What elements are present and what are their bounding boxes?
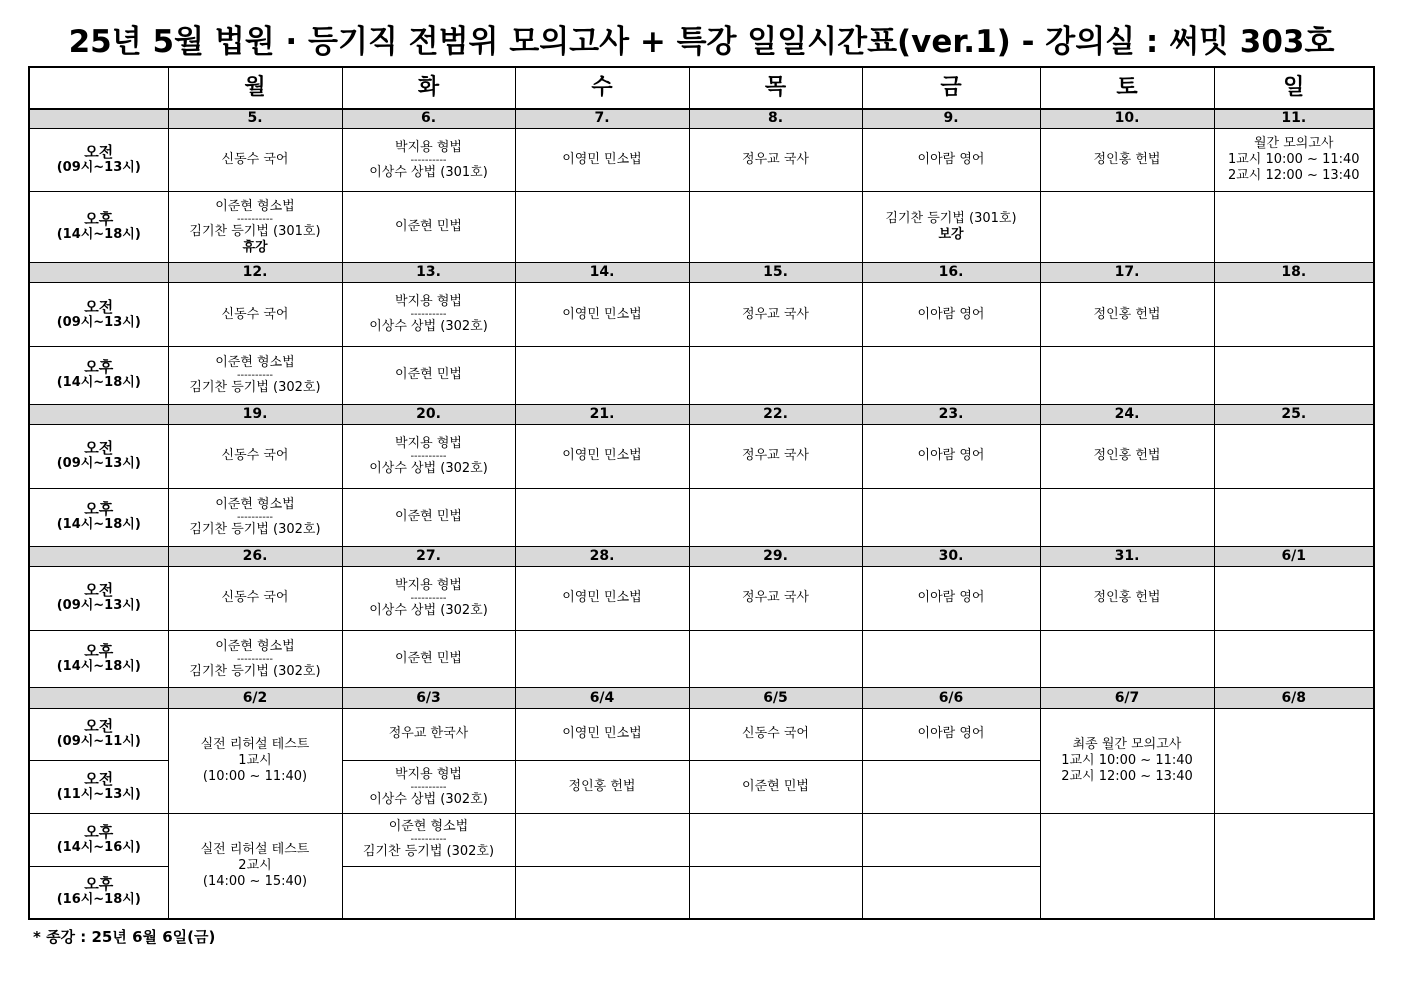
date-cell: 28. <box>515 546 689 566</box>
empty-cell <box>1214 708 1374 813</box>
date-cell: 6/3 <box>342 688 515 708</box>
date-row <box>29 262 1374 282</box>
period-label-pm1: 오후 (14시~16시) <box>29 813 168 866</box>
empty-cell <box>1214 283 1374 347</box>
class-cell: 이준현 형소법 ---------- 김기찬 등기법 (302호) <box>168 488 342 546</box>
course-end-note: * 종강 : 25년 6월 6일(금) <box>33 928 216 946</box>
page-title: 25년 5월 법원 · 등기직 전범위 모의고사 + 특강 일일시간표(ver.1) - 강의실 : 써밋 303호 <box>68 24 1335 60</box>
date-cell: 10. <box>1040 109 1214 129</box>
date-corner <box>29 546 168 566</box>
schedule-row-pm <box>29 192 1374 263</box>
class-cell: 이아람 영어 <box>862 566 1040 630</box>
empty-cell <box>1214 566 1374 630</box>
date-cell: 22. <box>689 404 862 424</box>
empty-cell <box>689 488 862 546</box>
class-cell: 정인홍 헌법 <box>1040 129 1214 192</box>
date-cell: 16. <box>862 262 1040 282</box>
class-cell: 이준현 민법 <box>342 347 515 405</box>
mock-exam-cell: 월간 모의고사 1교시 10:00 ~ 11:40 2교시 12:00 ~ 13:40 <box>1214 129 1374 192</box>
date-cell: 12. <box>168 262 342 282</box>
empty-cell <box>689 630 862 688</box>
class-cell: 신동수 국어 <box>168 425 342 489</box>
date-cell: 6/1 <box>1214 546 1374 566</box>
date-cell: 6/2 <box>168 688 342 708</box>
period-label-pm: 오후 (14시~18시) <box>29 488 168 546</box>
date-cell: 9. <box>862 109 1040 129</box>
date-cell: 18. <box>1214 262 1374 282</box>
class-cell: 이영민 민소법 <box>515 425 689 489</box>
class-cell: 이준현 민법 <box>689 761 862 814</box>
final-mock-exam-cell: 최종 월간 모의고사 1교시 10:00 ~ 11:40 2교시 12:00 ~ 13:40 <box>1040 708 1214 813</box>
date-cell: 11. <box>1214 109 1374 129</box>
class-cell: 정우교 국사 <box>689 129 862 192</box>
class-cell: 이아람 영어 <box>862 129 1040 192</box>
class-cell: 이영민 민소법 <box>515 129 689 192</box>
day-header: 월 <box>168 67 342 109</box>
class-cell: 이영민 민소법 <box>515 708 689 761</box>
class-cell: 박지용 형법 ---------- 이상수 상법 (302호) <box>342 566 515 630</box>
schedule-row-pm <box>29 347 1374 405</box>
period-label-pm2: 오후 (16시~18시) <box>29 866 168 919</box>
class-cell: 이아람 영어 <box>862 283 1040 347</box>
class-cell: 이준현 민법 <box>342 192 515 263</box>
timetable <box>28 66 1375 920</box>
class-cell: 이영민 민소법 <box>515 283 689 347</box>
empty-cell <box>689 866 862 919</box>
date-cell: 6/4 <box>515 688 689 708</box>
schedule-row-am1 <box>29 708 1374 761</box>
date-cell: 5. <box>168 109 342 129</box>
class-cell: 박지용 형법 ---------- 이상수 상법 (302호) <box>342 761 515 814</box>
day-header: 수 <box>515 67 689 109</box>
cancel-note: 휴강 <box>242 239 268 255</box>
empty-cell <box>862 630 1040 688</box>
empty-cell <box>1040 630 1214 688</box>
empty-cell <box>1040 347 1214 405</box>
date-cell: 24. <box>1040 404 1214 424</box>
schedule-row-pm <box>29 488 1374 546</box>
day-header: 금 <box>862 67 1040 109</box>
class-cell: 신동수 국어 <box>168 129 342 192</box>
schedule-row-pm1 <box>29 813 1374 866</box>
empty-cell <box>515 192 689 263</box>
date-cell: 29. <box>689 546 862 566</box>
date-cell: 13. <box>342 262 515 282</box>
date-cell: 21. <box>515 404 689 424</box>
schedule-row-am <box>29 283 1374 347</box>
schedule-row-am <box>29 129 1374 192</box>
empty-cell <box>515 630 689 688</box>
day-header: 목 <box>689 67 862 109</box>
period-label-am2: 오전 (11시~13시) <box>29 761 168 814</box>
empty-cell <box>515 347 689 405</box>
schedule-row-pm <box>29 630 1374 688</box>
empty-cell <box>1040 488 1214 546</box>
empty-cell <box>689 813 862 866</box>
empty-cell <box>1214 630 1374 688</box>
date-cell: 15. <box>689 262 862 282</box>
class-cell: 이영민 민소법 <box>515 566 689 630</box>
empty-cell <box>862 347 1040 405</box>
class-cell: 이아람 영어 <box>862 708 1040 761</box>
class-cell: 정인홍 헌법 <box>515 761 689 814</box>
schedule-row-am <box>29 425 1374 489</box>
rehearsal-test-cell: 실전 리허설 테스트 1교시 (10:00 ~ 11:40) <box>168 708 342 813</box>
corner-cell <box>29 67 168 109</box>
period-label-am: 오전 (09시~13시) <box>29 129 168 192</box>
date-cell: 31. <box>1040 546 1214 566</box>
class-cell: 정우교 국사 <box>689 283 862 347</box>
class-cell: 정인홍 헌법 <box>1040 425 1214 489</box>
class-cell: 신동수 국어 <box>168 566 342 630</box>
date-corner <box>29 262 168 282</box>
date-cell: 6. <box>342 109 515 129</box>
class-cell: 이준현 형소법 ---------- 김기찬 등기법 (302호) <box>168 347 342 405</box>
empty-cell <box>342 866 515 919</box>
date-cell: 6/6 <box>862 688 1040 708</box>
date-row <box>29 404 1374 424</box>
date-cell: 27. <box>342 546 515 566</box>
class-cell: 정우교 한국사 <box>342 708 515 761</box>
period-label-pm: 오후 (14시~18시) <box>29 347 168 405</box>
date-cell: 30. <box>862 546 1040 566</box>
date-cell: 6/8 <box>1214 688 1374 708</box>
day-header: 일 <box>1214 67 1374 109</box>
day-header: 화 <box>342 67 515 109</box>
period-label-am1: 오전 (09시~11시) <box>29 708 168 761</box>
empty-cell <box>1214 347 1374 405</box>
weekday-header-row <box>29 67 1374 109</box>
class-cell: 이준현 민법 <box>342 488 515 546</box>
empty-cell <box>862 488 1040 546</box>
date-corner <box>29 109 168 129</box>
empty-cell <box>1214 813 1374 919</box>
date-row <box>29 688 1374 708</box>
date-row <box>29 546 1374 566</box>
date-cell: 26. <box>168 546 342 566</box>
empty-cell <box>1214 425 1374 489</box>
date-cell: 23. <box>862 404 1040 424</box>
class-cell: 정인홍 헌법 <box>1040 283 1214 347</box>
class-cell: 정우교 국사 <box>689 566 862 630</box>
period-label-pm: 오후 (14시~18시) <box>29 630 168 688</box>
date-cell: 6/7 <box>1040 688 1214 708</box>
empty-cell <box>515 866 689 919</box>
day-header: 토 <box>1040 67 1214 109</box>
class-cell: 이준현 형소법 ---------- 김기찬 등기법 (302호) <box>168 630 342 688</box>
empty-cell <box>862 761 1040 814</box>
class-cell: 정우교 국사 <box>689 425 862 489</box>
empty-cell <box>862 813 1040 866</box>
date-cell: 20. <box>342 404 515 424</box>
date-cell: 6/5 <box>689 688 862 708</box>
class-cell: 김기찬 등기법 (301호) 보강 <box>862 192 1040 263</box>
empty-cell <box>515 488 689 546</box>
class-cell: 이아람 영어 <box>862 425 1040 489</box>
date-corner <box>29 404 168 424</box>
date-row <box>29 109 1374 129</box>
date-cell: 7. <box>515 109 689 129</box>
empty-cell <box>1214 192 1374 263</box>
period-label-am: 오전 (09시~13시) <box>29 425 168 489</box>
class-cell: 이준현 형소법 ---------- 김기찬 등기법 (301호) 휴강 <box>168 192 342 263</box>
date-cell: 14. <box>515 262 689 282</box>
period-label-pm: 오후 (14시~18시) <box>29 192 168 263</box>
period-label-am: 오전 (09시~13시) <box>29 283 168 347</box>
date-cell: 19. <box>168 404 342 424</box>
empty-cell <box>515 813 689 866</box>
empty-cell <box>1040 192 1214 263</box>
empty-cell <box>862 866 1040 919</box>
empty-cell <box>1214 488 1374 546</box>
rehearsal-test-cell: 실전 리허설 테스트 2교시 (14:00 ~ 15:40) <box>168 813 342 919</box>
empty-cell <box>689 192 862 263</box>
class-cell: 박지용 형법 ---------- 이상수 상법 (302호) <box>342 283 515 347</box>
period-label-am: 오전 (09시~13시) <box>29 566 168 630</box>
schedule-row-am <box>29 566 1374 630</box>
class-cell: 정인홍 헌법 <box>1040 566 1214 630</box>
class-cell: 박지용 형법 ---------- 이상수 상법 (302호) <box>342 425 515 489</box>
class-cell: 이준현 민법 <box>342 630 515 688</box>
class-cell: 이준현 형소법 ---------- 김기찬 등기법 (302호) <box>342 813 515 866</box>
class-cell: 신동수 국어 <box>168 283 342 347</box>
makeup-note: 보강 <box>938 227 964 243</box>
empty-cell <box>1040 813 1214 919</box>
class-cell: 신동수 국어 <box>689 708 862 761</box>
class-cell: 박지용 형법 ---------- 이상수 상법 (301호) <box>342 129 515 192</box>
date-cell: 25. <box>1214 404 1374 424</box>
date-corner <box>29 688 168 708</box>
date-cell: 17. <box>1040 262 1214 282</box>
empty-cell <box>689 347 862 405</box>
date-cell: 8. <box>689 109 862 129</box>
